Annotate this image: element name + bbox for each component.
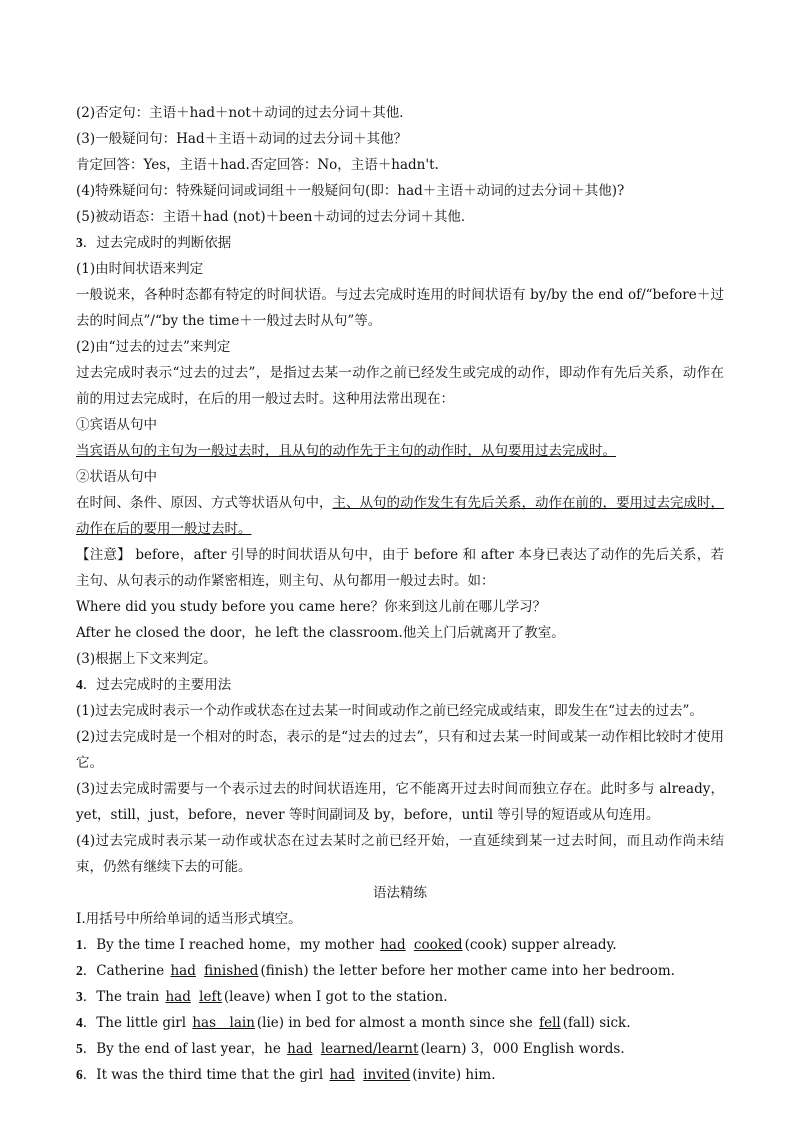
answer-blank: had xyxy=(170,963,196,979)
s3-note: 【注意】 before，after 引导的时间状语从句中，由于 before 和 after 本身已表达了动作的先后关系，若主句、从句表示的动作紧密相连，则主句、从句都用一般过去时。如： xyxy=(76,547,724,589)
answer-blank: has lain xyxy=(192,1015,255,1031)
exercise-number: 4 xyxy=(76,1015,83,1030)
s3-example-1: Where did you study before you came here？你来到这儿前在哪儿学习？ xyxy=(76,599,547,615)
s3-case-2-prefix: 在时间、条件、原因、方式等状语从句中， xyxy=(76,495,333,511)
exercise-number: 1 xyxy=(76,937,83,952)
exercise-text: ．By the end of last year，he xyxy=(82,1041,286,1057)
exercise-text: ．Catherine xyxy=(82,963,169,979)
answer-blank: left xyxy=(199,989,222,1005)
exercise-item xyxy=(76,1010,724,1036)
answer-blank: invited xyxy=(363,1067,411,1083)
exercise-text: ．It was the third time that the girl xyxy=(82,1067,328,1083)
s3-point-2-text: 过去完成时表示“过去的过去”，是指过去某一动作之前已经发生或完成的动作，即动作有先后关系，动作在前的用过去完成时，在后的用一般过去时。这种用法常出现在： xyxy=(76,365,724,407)
s3-point-3: (3)根据上下文来判定。 xyxy=(76,651,217,667)
exercise-item xyxy=(76,1036,724,1062)
exercise-text: (leave) when I got to the station. xyxy=(223,989,448,1005)
s3-point-1: (1)由时间状语来判定 xyxy=(76,261,204,277)
answer-blank: had xyxy=(380,937,406,953)
s3-case-object-clause-text: 当宾语从句的主句为一般过去时，且从句的动作先于主句的动作时，从句要用过去完成时。 xyxy=(76,443,616,459)
exercise-item xyxy=(76,1062,724,1088)
exercise-item xyxy=(76,958,724,984)
rule-wh-question: (4)特殊疑问句：特殊疑问词或词组＋一般疑问句(即：had＋主语＋动词的过去分词＋其他)? xyxy=(76,183,625,199)
rule-passive: (5)被动语态：主语＋had (not)＋been＋动词的过去分词＋其他． xyxy=(76,209,475,225)
exercise-number: 2 xyxy=(76,963,83,978)
answer-blank: fell xyxy=(539,1015,561,1031)
exercise-text: (cook) supper already. xyxy=(464,937,617,953)
s4-usage-1: (1)过去完成时表示一个动作或状态在过去某一时间或动作之前已经完成或结束，即发生在“过去的过去”。 xyxy=(76,703,703,719)
section-4-heading xyxy=(76,672,724,698)
exercise-number: 5 xyxy=(76,1041,83,1056)
s4-usage-4: (4)过去完成时表示某一动作或状态在过去某时之前已经开始，一直延续到某一过去时间，而且动作尚未结束，仍然有继续下去的可能。 xyxy=(76,833,724,875)
exercise-text: (learn) 3，000 English words. xyxy=(420,1041,625,1057)
answer-blank: cooked xyxy=(413,937,463,953)
answer-blank: had xyxy=(329,1067,355,1083)
rule-answers: 肯定回答：Yes，主语＋had.否定回答：No，主语＋hadn't. xyxy=(76,157,439,173)
answer-blank: had xyxy=(165,989,191,1005)
s3-example-2: After he closed the door，he left the classroom.他关上门后就离开了教室。 xyxy=(76,625,565,641)
section-3-number: 3 xyxy=(76,235,83,250)
rule-negative: (2)否定句：主语＋had＋not＋动词的过去分词＋其他． xyxy=(76,105,413,121)
exercise-text: (fall) sick. xyxy=(562,1015,631,1031)
section-3-heading xyxy=(76,230,724,256)
exercise-text: (invite) him. xyxy=(412,1067,496,1083)
exercise-text: ．By the time I reached home，my mother xyxy=(82,937,379,953)
exercise-text: ．The train xyxy=(82,989,164,1005)
exercise-text: ．The little girl xyxy=(82,1015,191,1031)
s3-case-2-underlined: 主、从句的动作发生有先后关系，动作在前的，要用过去完成时，动作在后的要用一般过去时。 xyxy=(76,495,724,537)
document-content xyxy=(76,100,724,1088)
answer-blank: finished xyxy=(204,963,259,979)
section-3-title: ．过去完成时的判断依据 xyxy=(82,235,232,251)
exercise-text: (finish) the letter before her mother came into her bedroom. xyxy=(260,963,675,979)
section-4-number: 4 xyxy=(76,677,83,692)
exercise-number: 6 xyxy=(76,1067,83,1082)
exercise-item xyxy=(76,984,724,1010)
answer-blank: had xyxy=(287,1041,313,1057)
s3-point-2: (2)由“过去的过去”来判定 xyxy=(76,339,231,355)
practice-heading: 语法精练 xyxy=(373,885,427,901)
rule-question: (3)一般疑问句：Had＋主语＋动词的过去分词＋其他？ xyxy=(76,131,408,147)
s4-usage-2: (2)过去完成时是一个相对的时态，表示的是“过去的过去”，只有和过去某一时间或某一动作相比较时才使用它。 xyxy=(76,729,724,771)
exercise-number: 3 xyxy=(76,989,83,1004)
answer-blank: learned/learnt xyxy=(320,1041,419,1057)
s4-usage-3: (3)过去完成时需要与一个表示过去的时间状语连用，它不能离开过去时间而独立存在。此时多与 already，yet，still，just，before，never 等时间副词及 by，before，until 等引导的短语或从句连用。 xyxy=(76,781,724,823)
section-4-title: ．过去完成时的主要用法 xyxy=(82,677,232,693)
exercise-text: (lie) in bed for almost a month since she xyxy=(256,1015,538,1031)
s3-point-1-text: 一般说来，各种时态都有特定的时间状语。与过去完成时连用的时间状语有 by/by the end of/“before＋过去的时间点”/“by the time＋一般过去时从句”等。 xyxy=(76,287,724,329)
s3-case-adverbial-clause: ②状语从句中 xyxy=(76,469,157,485)
s3-case-adverbial-clause-text xyxy=(76,490,724,542)
exercise-item xyxy=(76,932,724,958)
s3-case-object-clause: ①宾语从句中 xyxy=(76,417,157,433)
practice-instructions: Ⅰ.用括号中所给单词的适当形式填空。 xyxy=(76,911,302,927)
